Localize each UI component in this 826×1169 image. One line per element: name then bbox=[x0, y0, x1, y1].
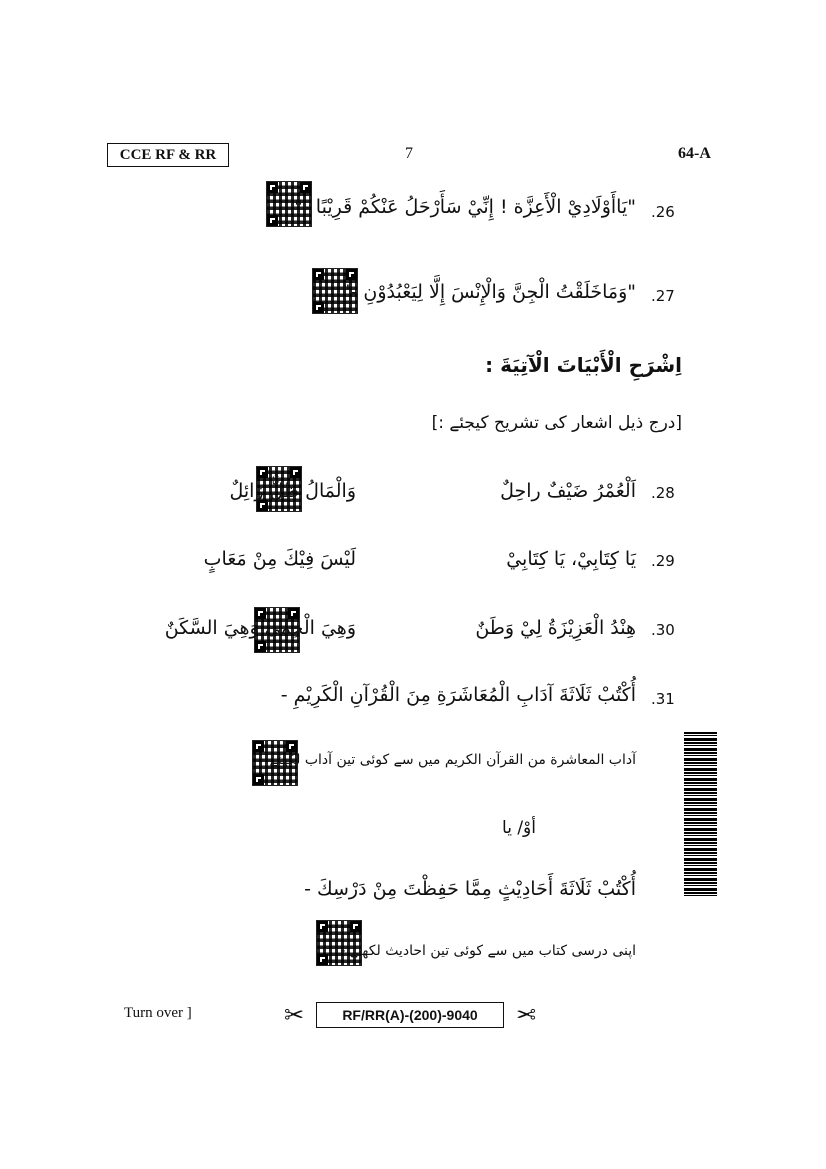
verse-28-right: اَلْعُمْرُ ضَيْفٌ راحِلٌ bbox=[500, 480, 636, 502]
scissors-ornament-right-icon: ✂ bbox=[516, 1001, 537, 1029]
question-26-text: "يَاأَوْلَادِيْ الْأَعِزَّة ! إِنِّيْ سَأَرْحَلُ عَنْكُمْ قَرِيْبًا -" bbox=[294, 196, 636, 218]
question-29-number: .29 bbox=[651, 552, 675, 570]
question-31-urdu: آداب المعاشرة من القرآن الکریم میں سے کوئی تین آداب لکھئے - bbox=[260, 752, 636, 768]
section-subheading: [درج ذیل اشعار کی تشریح کیجئے :] bbox=[431, 413, 682, 433]
section-heading: اِشْرَحِ الْأَبْيَاتَ الْآتِيَةَ : bbox=[485, 353, 682, 377]
question-27-text: "وَمَاخَلَقْتُ الْجِنَّ وَالْإِنْسَ إِلَّا لِيَعْبُدُوْنِ -" bbox=[341, 281, 636, 303]
page-number: 7 bbox=[405, 145, 413, 162]
paper-series-box: CCE RF & RR bbox=[107, 143, 229, 167]
verse-29-right: يَا كِتَابِيْ، يَا كِتَابِيْ bbox=[506, 548, 636, 570]
question-31-alt-text: أُكْتُبْ ثَلَاثَةَ أَحَادِيْثٍ مِمَّا حَفِظْتَ مِنْ دَرْسِكَ - bbox=[304, 878, 636, 900]
paper-code: 64-A bbox=[678, 145, 711, 162]
question-26-number: .26 bbox=[651, 203, 675, 221]
scissors-ornament-left-icon: ✂ bbox=[284, 1001, 305, 1029]
verse-29-left: لَيْسَ فِيْكَ مِنْ مَعَابٍ bbox=[203, 548, 356, 570]
or-separator: أوْ/ یا bbox=[502, 818, 536, 838]
question-27-number: .27 bbox=[651, 287, 675, 305]
footer-paper-code: RF/RR(A)-(200)-9040 bbox=[316, 1002, 504, 1028]
question-31-alt-urdu: اپنی درسی کتاب میں سے کوئی تین احادیث لکھئے - bbox=[340, 943, 636, 959]
question-30-number: .30 bbox=[651, 621, 675, 639]
verse-30-right: هِنْدُ الْعَزِيْزَةُ لِيْ وَطَنٌ bbox=[475, 617, 636, 639]
question-31-number: .31 bbox=[651, 690, 675, 708]
barcode bbox=[684, 732, 717, 898]
question-31-text: أُكْتُبْ ثَلَاثَةَ آدَابِ الْمُعَاشَرَةِ مِنَ الْقُرْآنِ الْكَرِيْمِ - bbox=[280, 684, 636, 706]
turn-over-label: Turn over ] bbox=[124, 1005, 192, 1021]
verse-28-left: وَالْمَالُ ظِلٌّ زائِلٌ bbox=[229, 480, 356, 502]
verse-30-left: وَهِيَ الْحِمٰى وَهِيَ السَّكَنٌ bbox=[164, 617, 356, 639]
question-28-number: .28 bbox=[651, 484, 675, 502]
